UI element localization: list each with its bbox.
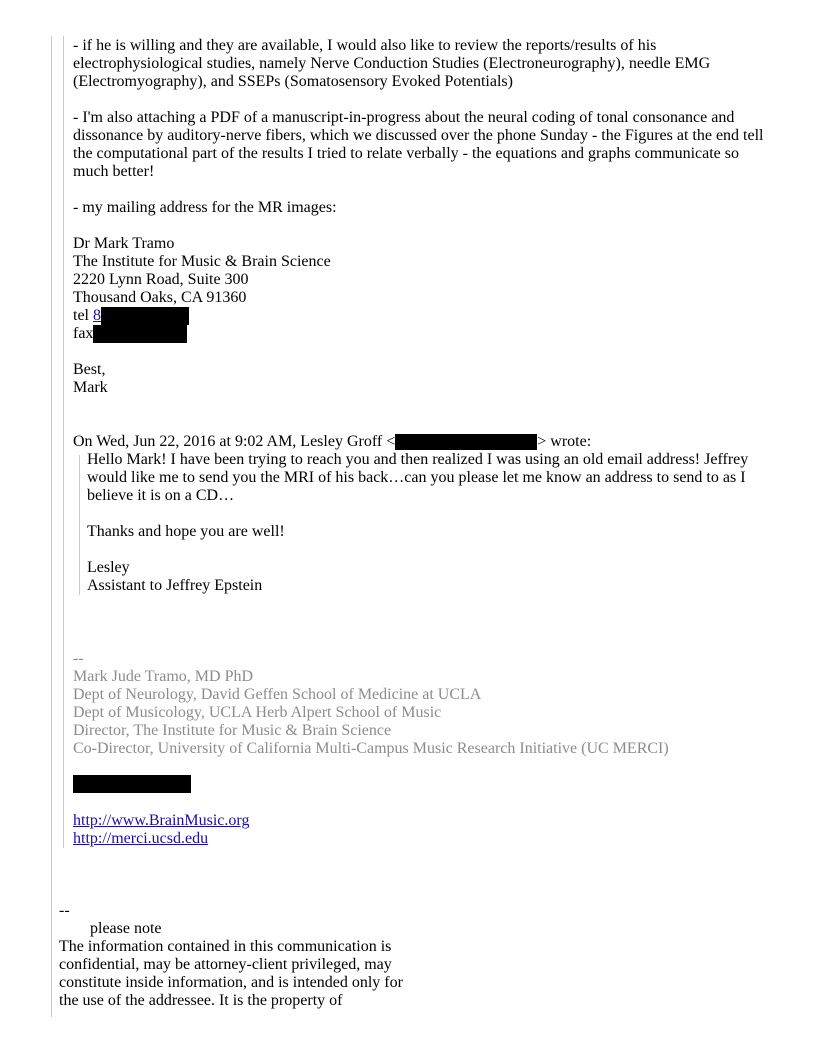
footer-dashes: -- xyxy=(59,902,70,919)
redaction-tel xyxy=(101,307,189,325)
footer-note: please note xyxy=(90,920,162,937)
quoted-body: Hello Mark! I have been trying to reach you and then realized I was using an old email address! Jeffrey would like me to send you the MRI of his back…can you please let me know an address to send to as I believe it is on a CD… xyxy=(87,451,749,504)
mailing-paragraph: - my mailing address for the MR images: xyxy=(73,199,337,216)
address-fax xyxy=(73,325,331,343)
brainmusic-link[interactable]: http://www.BrainMusic.org xyxy=(73,812,250,829)
tel-label: tel xyxy=(73,307,89,324)
address-street: 2220 Lynn Road, Suite 300 xyxy=(73,271,249,288)
redaction-phone xyxy=(73,775,191,793)
signature-director: Director, The Institute for Music & Brain Science xyxy=(73,722,392,739)
studies-paragraph: - if he is willing and they are available, I would also like to review the reports/results of his electrophysiological studies, namely Nerve Conduction Studies (Electroneurography), needle EMG (Electromyography), and SSEPs (Somatosensory Evoked Potentials) xyxy=(73,37,711,90)
nested-quote-rule xyxy=(79,455,80,595)
merci-link[interactable]: http://merci.ucsd.edu xyxy=(73,830,209,847)
address-name: Dr Mark Tramo xyxy=(73,235,175,252)
footer-disclaimer xyxy=(59,902,419,1010)
redaction-email xyxy=(395,434,537,450)
manuscript-paragraph: - I'm also attaching a PDF of a manuscript-in-progress about the neural coding of tonal consonance and dissonance by auditory-nerve fibers, which we discussed over the phone Sunday - the Figures at the end tell the computational part of the results I tried to relate verbally - the equations and graphs communicate so much better! xyxy=(73,109,764,180)
address-org: The Institute for Music & Brain Science xyxy=(73,253,331,270)
signature-dashes: -- xyxy=(73,650,84,667)
signature-name: Mark Jude Tramo, MD PhD xyxy=(73,668,254,685)
footer-body: The information contained in this communication is confidential, may be attorney-client privileged, may constitute inside information, and is intended only for the use of the addressee. It is the property of xyxy=(59,938,403,1009)
quoted-message xyxy=(87,451,777,595)
quoted-header-suffix: > wrote: xyxy=(537,433,592,450)
redaction-signature-block xyxy=(73,775,191,793)
quoted-header-prefix: On Wed, Jun 22, 2016 at 9:02 AM, Lesley Groff < xyxy=(73,433,396,450)
quoted-sign-title: Assistant to Jeffrey Epstein xyxy=(87,577,263,594)
quoted-sign-name: Lesley xyxy=(87,559,130,576)
closing-name: Mark xyxy=(73,379,108,396)
mailing-address xyxy=(73,235,331,343)
address-tel xyxy=(73,307,331,325)
signature-dept-neurology: Dept of Neurology, David Geffen School of Medicine at UCLA xyxy=(73,686,482,703)
inner-quote-rule xyxy=(63,36,64,848)
address-city: Thousand Oaks, CA 91360 xyxy=(73,289,247,306)
tel-link[interactable]: 8 xyxy=(93,307,101,324)
email-signature xyxy=(73,650,669,758)
redaction-fax xyxy=(93,325,187,343)
signature-links xyxy=(73,812,249,848)
signature-dept-musicology: Dept of Musicology, UCLA Herb Alpert School of Music xyxy=(73,704,442,721)
closing xyxy=(73,361,108,397)
signature-codirector: Co-Director, University of California Multi-Campus Music Research Initiative (UC MERCI) xyxy=(73,740,669,757)
closing-salutation: Best, xyxy=(73,361,106,378)
fax-label: fax xyxy=(73,325,94,342)
quoted-thanks: Thanks and hope you are well! xyxy=(87,523,285,540)
quoted-header xyxy=(73,433,591,451)
outer-quote-rule xyxy=(51,36,52,1017)
